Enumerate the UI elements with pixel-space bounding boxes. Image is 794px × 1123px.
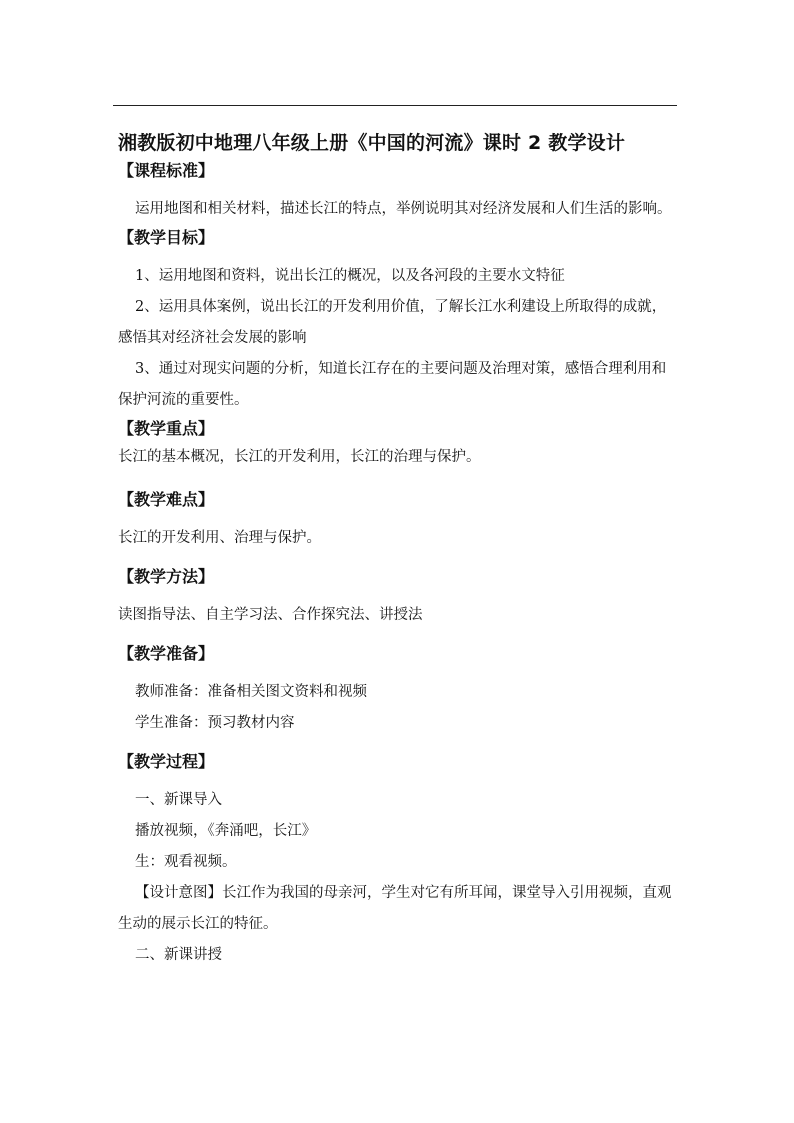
process-line: 二、新课讲授	[135, 947, 222, 963]
document-body	[118, 128, 676, 971]
document-title: 湘教版初中地理八年级上册《中国的河流》课时 2 教学设计	[118, 132, 626, 154]
process-line: 播放视频，《奔涌吧，长江》	[135, 823, 317, 839]
key-points-text: 长江的基本概况，长江的开发利用，长江的治理与保护。	[118, 449, 481, 465]
methods-text: 读图指导法、自主学习法、合作探究法、讲授法	[118, 607, 423, 623]
heading-process: 【教学过程】	[118, 752, 215, 771]
process-line: 一、新课导入	[135, 792, 222, 808]
heading-teaching-objectives: 【教学目标】	[118, 228, 215, 247]
course-standard-text: 运用地图和相关材料，描述长江的特点，举例说明其对经济发展和人们生活的影响。	[135, 201, 672, 217]
heading-course-standard: 【课程标准】	[118, 161, 215, 180]
process-line: 生：观看视频。	[135, 854, 237, 870]
difficulties-text: 长江的开发利用、治理与保护。	[118, 530, 321, 546]
student-preparation: 学生准备：预习教材内容	[135, 715, 295, 731]
heading-key-points: 【教学重点】	[118, 419, 215, 438]
heading-difficulties: 【教学难点】	[118, 490, 215, 509]
design-intent: 【设计意图】长江作为我国的母亲河，学生对它有所耳闻，课堂导入引用视频，直观生动的展示长江的特征。	[118, 885, 672, 932]
teacher-preparation: 教师准备：准备相关图文资料和视频	[135, 684, 367, 700]
objective-item: 1、运用地图和资料，说出长江的概况，以及各河段的主要水文特征	[135, 268, 565, 284]
heading-preparation: 【教学准备】	[118, 644, 215, 663]
objective-item: 3、通过对现实问题的分析，知道长江存在的主要问题及治理对策，感悟合理利用和保护河流的重要性。	[118, 361, 667, 408]
heading-methods: 【教学方法】	[118, 567, 215, 586]
header-rule	[113, 105, 677, 106]
objective-item: 2、运用具体案例，说出长江的开发利用价值，了解长江水利建设上所取得的成就，感悟其对经济社会发展的影响	[118, 299, 667, 346]
